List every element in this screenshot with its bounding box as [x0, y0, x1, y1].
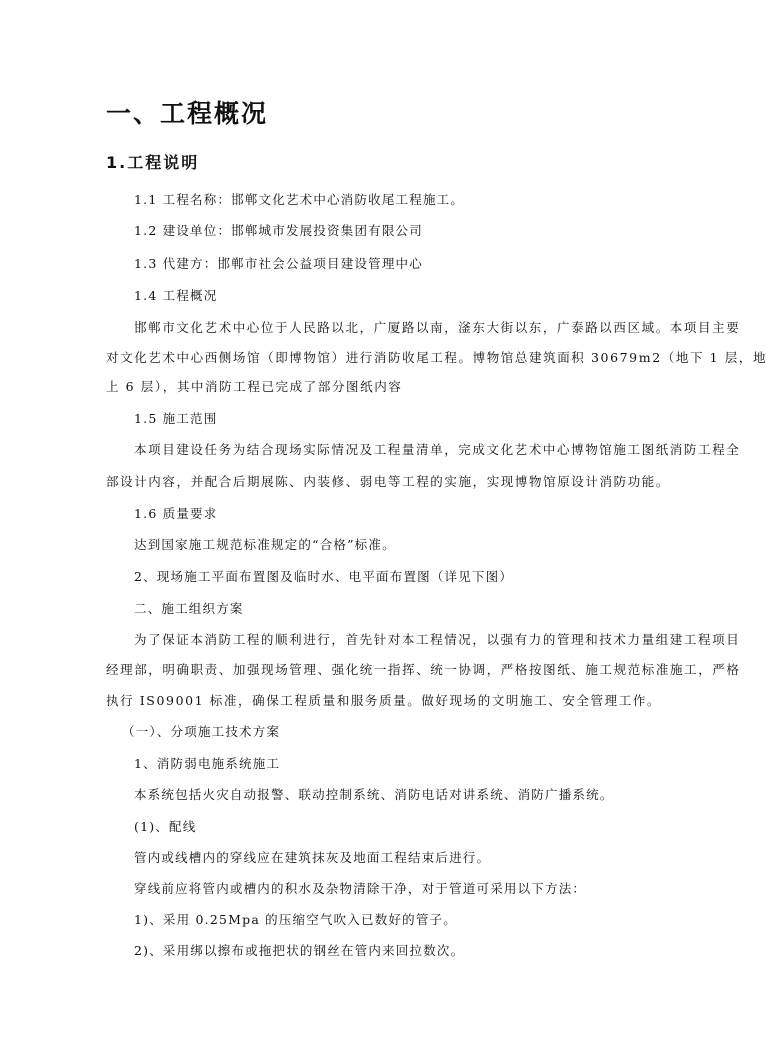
item-quality-title: 1.6 质量要求 — [134, 506, 218, 521]
quality-text: 达到国家施工规范标准规定的“合格”标准。 — [134, 537, 396, 552]
wiring-paragraph: 穿线前应将管内或槽内的积水及杂物清除干净，对于管道可采用以下方法： — [134, 881, 587, 896]
section-heading-engineering-overview: 一、工程概况 — [106, 99, 269, 128]
overview-paragraph-line: 上 6 层），其中消防工程已完成了部分图纸内容 — [106, 379, 403, 394]
scope-paragraph-line: 部设计内容，并配合后期展陈、内装修、弱电等工程的实施，实现博物馆原设计消防功能。 — [106, 474, 671, 489]
wiring-method-1: 1)、采用 0.25Mpa 的压缩空气吹入已数好的管子。 — [134, 912, 457, 927]
org-plan-heading: 二、施工组织方案 — [134, 601, 244, 616]
org-paragraph-line: 为了保证本消防工程的顺利进行，首先针对本工程情况，以强有力的管理和技术力量组建工程项目 — [134, 632, 741, 647]
item-project-name: 1.1 工程名称：邯郸文化艺术中心消防收尾工程施工。 — [134, 192, 465, 207]
overview-paragraph-line: 对文化艺术中心西侧场馆（即博物馆）进行消防收尾工程。博物馆总建筑面积 30679m2（地下 1 层，地 — [106, 350, 767, 365]
subsection-heading-engineering-description: 1.工程说明 — [106, 153, 200, 172]
item-builder: 1.2 建设单位：邯郸城市发展投资集团有限公司 — [134, 223, 423, 238]
item-overview-title: 1.4 工程概况 — [134, 288, 218, 303]
wiring-paragraph: 管内或线槽内的穿线应在建筑抹灰及地面工程结束后进行。 — [134, 850, 491, 865]
org-paragraph-line: 经理部，明确职责、加强现场管理、强化统一指挥、统一协调，严格按图纸、施工规范标准施工，严格 — [106, 662, 741, 677]
wiring-heading: (1)、配线 — [134, 819, 197, 834]
item-agent-builder: 1.3 代建方：邯郸市社会公益项目建设管理中心 — [134, 256, 423, 271]
weak-current-heading: 1、消防弱电施系统施工 — [134, 756, 281, 771]
item-scope-title: 1.5 施工范围 — [134, 411, 218, 426]
overview-paragraph-line: 邯郸市文化艺术中心位于人民路以北，广厦路以南，滏东大街以东，广泰路以西区域。本项目主要 — [134, 320, 741, 335]
scope-paragraph-line: 本项目建设任务为结合现场实际情况及工程量清单，完成文化艺术中心博物馆施工图纸消防工程全 — [134, 442, 741, 457]
wiring-method-2: 2)、采用绑以擦布或拖把状的钢丝在管内来回拉数次。 — [134, 943, 465, 958]
subitem-technical-plan-heading: （一）、分项施工技术方案 — [122, 724, 281, 739]
org-paragraph-line: 执行 IS09001 标准，确保工程质量和服务质量。做好现场的文明施工、安全管理工作。 — [106, 693, 662, 708]
weak-current-text: 本系统包括火灾自动报警、联动控制系统、消防电话对讲系统、消防广播系统。 — [134, 787, 614, 802]
layout-plan-line: 2、现场施工平面布置图及临时水、电平面布置图（详见下图） — [134, 569, 514, 584]
